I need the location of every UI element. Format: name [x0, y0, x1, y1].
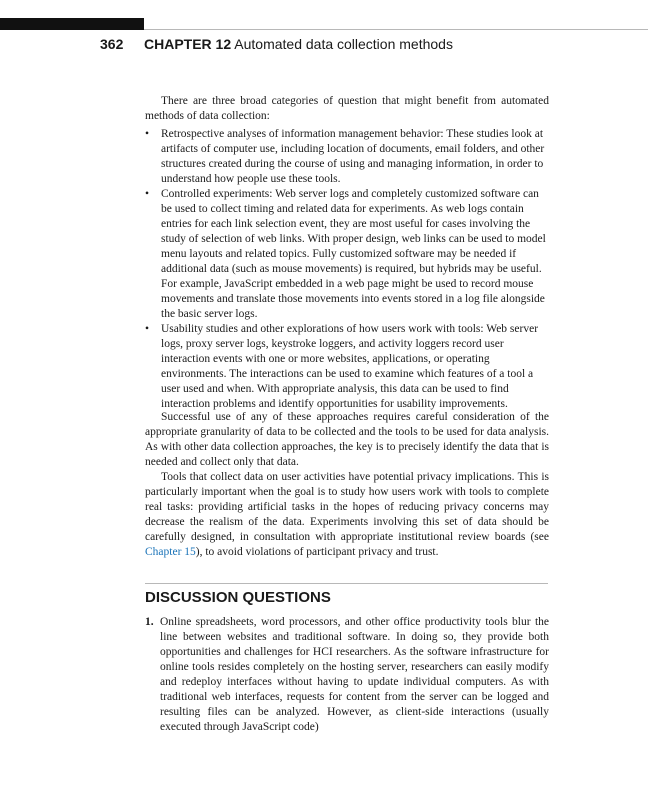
discussion-question-list — [145, 615, 549, 735]
list-item — [145, 187, 549, 322]
running-header — [100, 35, 453, 53]
page-number: 362 — [100, 36, 124, 52]
body-paragraph: Successful use of any of these approaches requires careful consideration of the appropriate granularity of data to be collected and the tools to be used for data analysis. As with other data collection approaches, the key is to precisely identify the data that is needed and collect only that data. — [145, 411, 549, 468]
bullet-text: Retrospective analyses of information management behavior: These studies look at artifacts of computer use, including location of documents, email folders, and other structures created during the course of using and managing information, in order to understand how people use these tools. — [161, 128, 545, 185]
bullet-text: Usability studies and other explorations of how users work with tools: Web server logs, proxy server logs, keystroke loggers, and activity loggers record user interaction events with one or more websites, applications, or operating environments. The interactions can be used to examine which features of a tool a user used and when. With appropriate analysis, this data can be used to find interaction problems and identify opportunities for usability improvements. — [161, 323, 539, 410]
header-bar — [0, 18, 144, 30]
bullet-marker: • — [145, 188, 150, 200]
section-divider — [145, 583, 548, 584]
question-category-list — [145, 127, 549, 412]
list-item — [145, 322, 549, 412]
question-number: 1. — [145, 616, 154, 628]
intro-paragraph: There are three broad categories of question that might benefit from automated methods of data collection: — [145, 95, 549, 122]
bullet-marker: • — [145, 323, 150, 335]
question-text: Online spreadsheets, word processors, and other office productivity tools blur the line between websites and traditional software. In doing so, they provide both opportunities and challenges for HCI researchers. As the software infrastructure for online tools resides completely on the hosting server, researchers can easily modify and redeploy interfaces without having to update individual computers. As with traditional web interfaces, requests for content from the server can be logged and resulting files can be analyzed. However, as client-side interactions (usually executed through JavaScript code) — [160, 616, 549, 733]
bullet-text: Controlled experiments: Web server logs and completely customized software can be used to collect timing and related data for experiments. As web logs contain entries for each link selection event, they are most useful for cases involving the study of selection of web links. With proper design, web links can be used to model menu layouts and related topics. Fully customized software may be needed if additional data (such as mouse movements) is required, but hybrids may be useful. For example, JavaScript embedded in a web page might be used to record mouse movements and translate those movements into events stored in a log file alongside the basic server logs. — [161, 188, 546, 320]
closing-section — [145, 410, 549, 560]
chapter-15-link[interactable]: Chapter 15 — [145, 546, 196, 558]
body-paragraph: Tools that collect data on user activities have potential privacy implications. This is particularly important when the goal is to study how users work with tools to complete real tasks: providing artificial tasks in the hopes of reducing privacy concerns may decrease the realism of the data. Experiments involving this set of data should be carefully designed, in consultation with appropriate institutional review boards (see Chapter 15), to avoid violations of participant privacy and trust. — [145, 471, 549, 558]
list-item — [145, 615, 549, 735]
bullet-marker: • — [145, 128, 150, 140]
chapter-title: Automated data collection methods — [234, 36, 453, 52]
discussion-heading: DISCUSSION QUESTIONS — [145, 589, 331, 606]
list-item — [145, 127, 549, 187]
chapter-label: CHAPTER 12 — [144, 36, 232, 52]
header-rule — [144, 29, 648, 30]
